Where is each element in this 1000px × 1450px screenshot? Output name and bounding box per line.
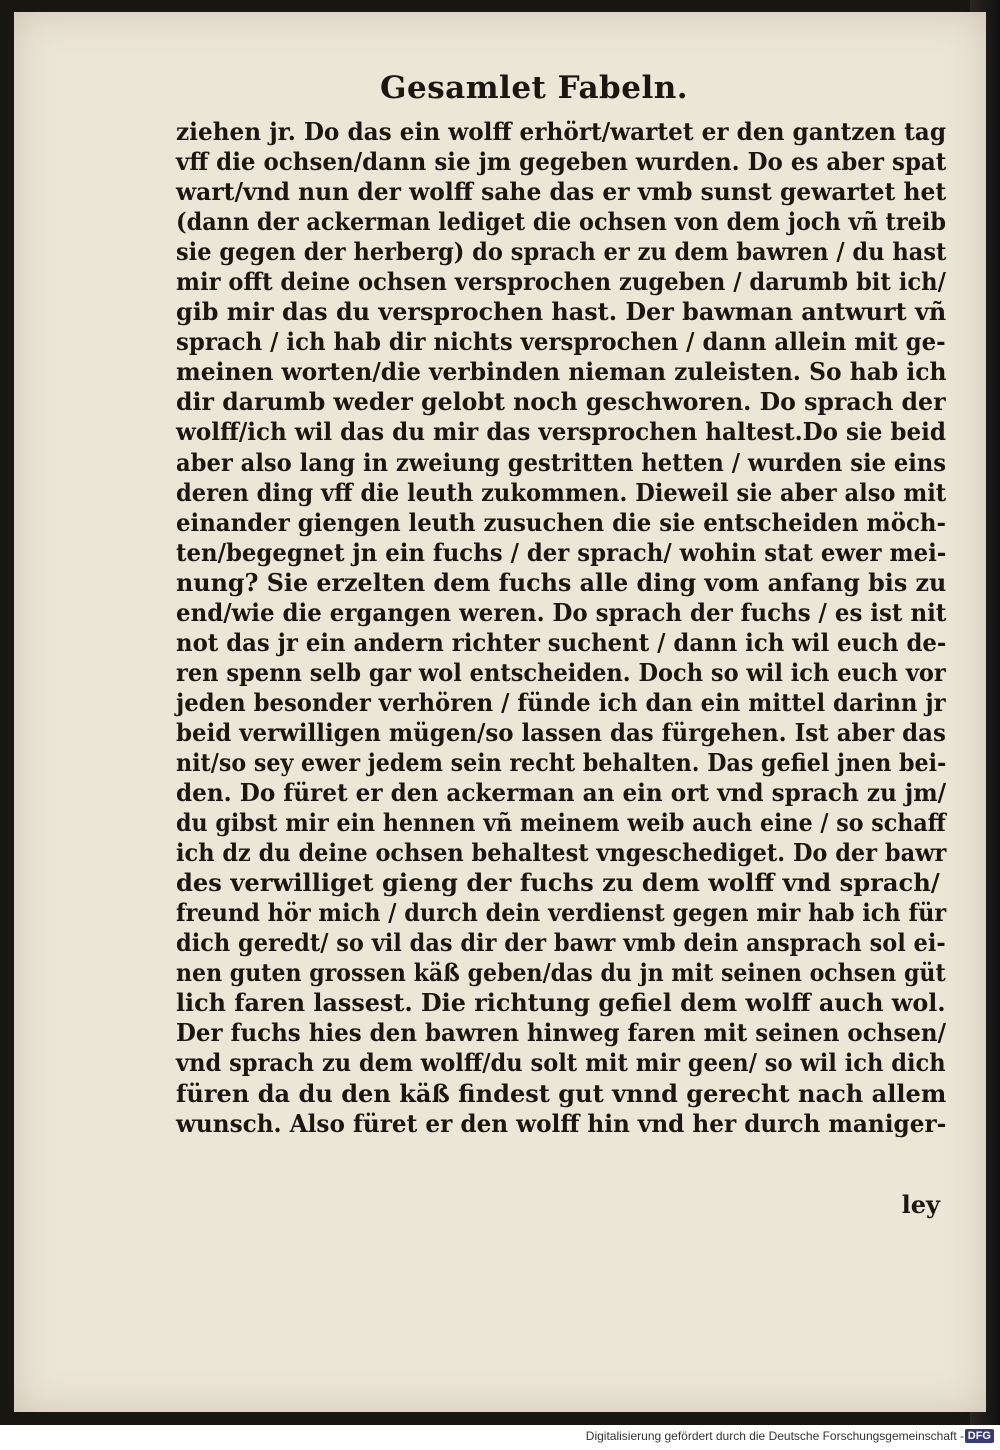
funding-credit: Digitalisierung gefördert durch die Deutsche Forschungsgemeinschaft - [585, 1429, 964, 1443]
text-line: sie gegen der herberg) do sprach er zu dem bawren / du hast [176, 237, 947, 267]
text-line: wunsch. Also füret er den wolff hin vnd her durch maniger- [176, 1108, 947, 1138]
text-line: den. Do füret er den ackerman an ein ort vnd sprach zu jm/ [176, 778, 947, 808]
text-line: ziehen jr. Do das ein wolff erhört/wartet er den gantzen tag [176, 117, 947, 146]
text-line: not das jr ein andern richter suchent / dann ich wil euch de- [176, 627, 947, 657]
text-line: lich faren lassest. Die richtung gefiel dem wolff auch wol. [176, 988, 946, 1018]
footer-bar [0, 1425, 1000, 1450]
text-line: (dann der ackerman lediget die ochsen von dem joch vñ treib [176, 207, 946, 237]
text-line: mir offt deine ochsen versprochen zugeben / darumb bit ich/ [176, 267, 946, 297]
text-line: ich dz du deine ochsen behaltest vngeschediget. Do der bawr [176, 838, 947, 868]
running-title: Gesamlet Fabeln. [380, 70, 689, 106]
text-line: des verwilliget gieng der fuchs zu dem wolff vnd sprach/ [176, 868, 940, 898]
text-line: füren da du den käß findest gut vnnd gerecht nach allem [176, 1078, 947, 1108]
text-line: vnd sprach zu dem wolff/du solt mit mir geen/ so wil ich dich [176, 1048, 946, 1078]
text-line: jeden besonder verhören / fünde ich dan ein mittel darinn jr [176, 687, 946, 717]
text-line: du gibst mir ein hennen vñ meinem weib auch eine / so schaff [176, 808, 946, 838]
text-line: beid verwilligen mügen/so lassen das fürgehen. Ist aber das [176, 717, 946, 747]
text-line: nung? Sie erzelten dem fuchs alle ding vom anfang bis zu [176, 567, 947, 597]
text-line: meinen worten/die verbinden nieman zuleisten. So hab ich [176, 357, 947, 387]
text-line: einander giengen leuth zusuchen die sie entscheiden möch- [176, 507, 946, 537]
text-line: wart/vnd nun der wolff sahe das er vmb sunst gewartet het [176, 177, 947, 207]
text-line: dich geredt/ so vil das dir der bawr vmb dein ansprach sol ei- [176, 928, 946, 958]
text-line: ten/begegnet jn ein fuchs / der sprach/ wohin stat ewer mei- [176, 537, 947, 567]
dfg-logo: DFG [965, 1429, 994, 1443]
catchword: ley [901, 1190, 940, 1219]
text-line: dir darumb weder gelobt noch geschworen. Do sprach der [176, 387, 946, 417]
text-line: sprach / ich hab dir nichts versprochen / dann allein mit ge- [176, 327, 946, 357]
text-line: gib mir das du versprochen hast. Der bawman antwurt vñ [176, 297, 947, 327]
text-line: Der fuchs hies den bawren hinweg faren mit seinen ochsen/ [176, 1018, 946, 1048]
text-line: deren ding vff die leuth zukommen. Dieweil sie aber also mit [176, 477, 947, 507]
text-line: nen guten grossen käß geben/das du jn mit seinen ochsen güt [176, 958, 946, 988]
text-line: wolff/ich wil das du mir das versprochen haltest.Do sie beid [176, 417, 946, 447]
text-line: nit/so sey ewer jedem sein recht behalten. Das gefiel jnen bei- [176, 747, 947, 777]
text-line: aber also lang in zweiung gestritten hetten / wurden sie eins [176, 447, 947, 477]
text-line: freund hör mich / durch dein verdienst gegen mir hab ich für [176, 898, 947, 928]
text-line: end/wie die ergangen weren. Do sprach der fuchs / es ist nit [176, 597, 947, 627]
text-block [176, 117, 956, 1139]
text-line: vff die ochsen/dann sie jm gegeben wurden. Do es aber spat [176, 147, 947, 177]
text-line: ren spenn selb gar wol entscheiden. Doch so wil ich euch vor [176, 657, 946, 687]
